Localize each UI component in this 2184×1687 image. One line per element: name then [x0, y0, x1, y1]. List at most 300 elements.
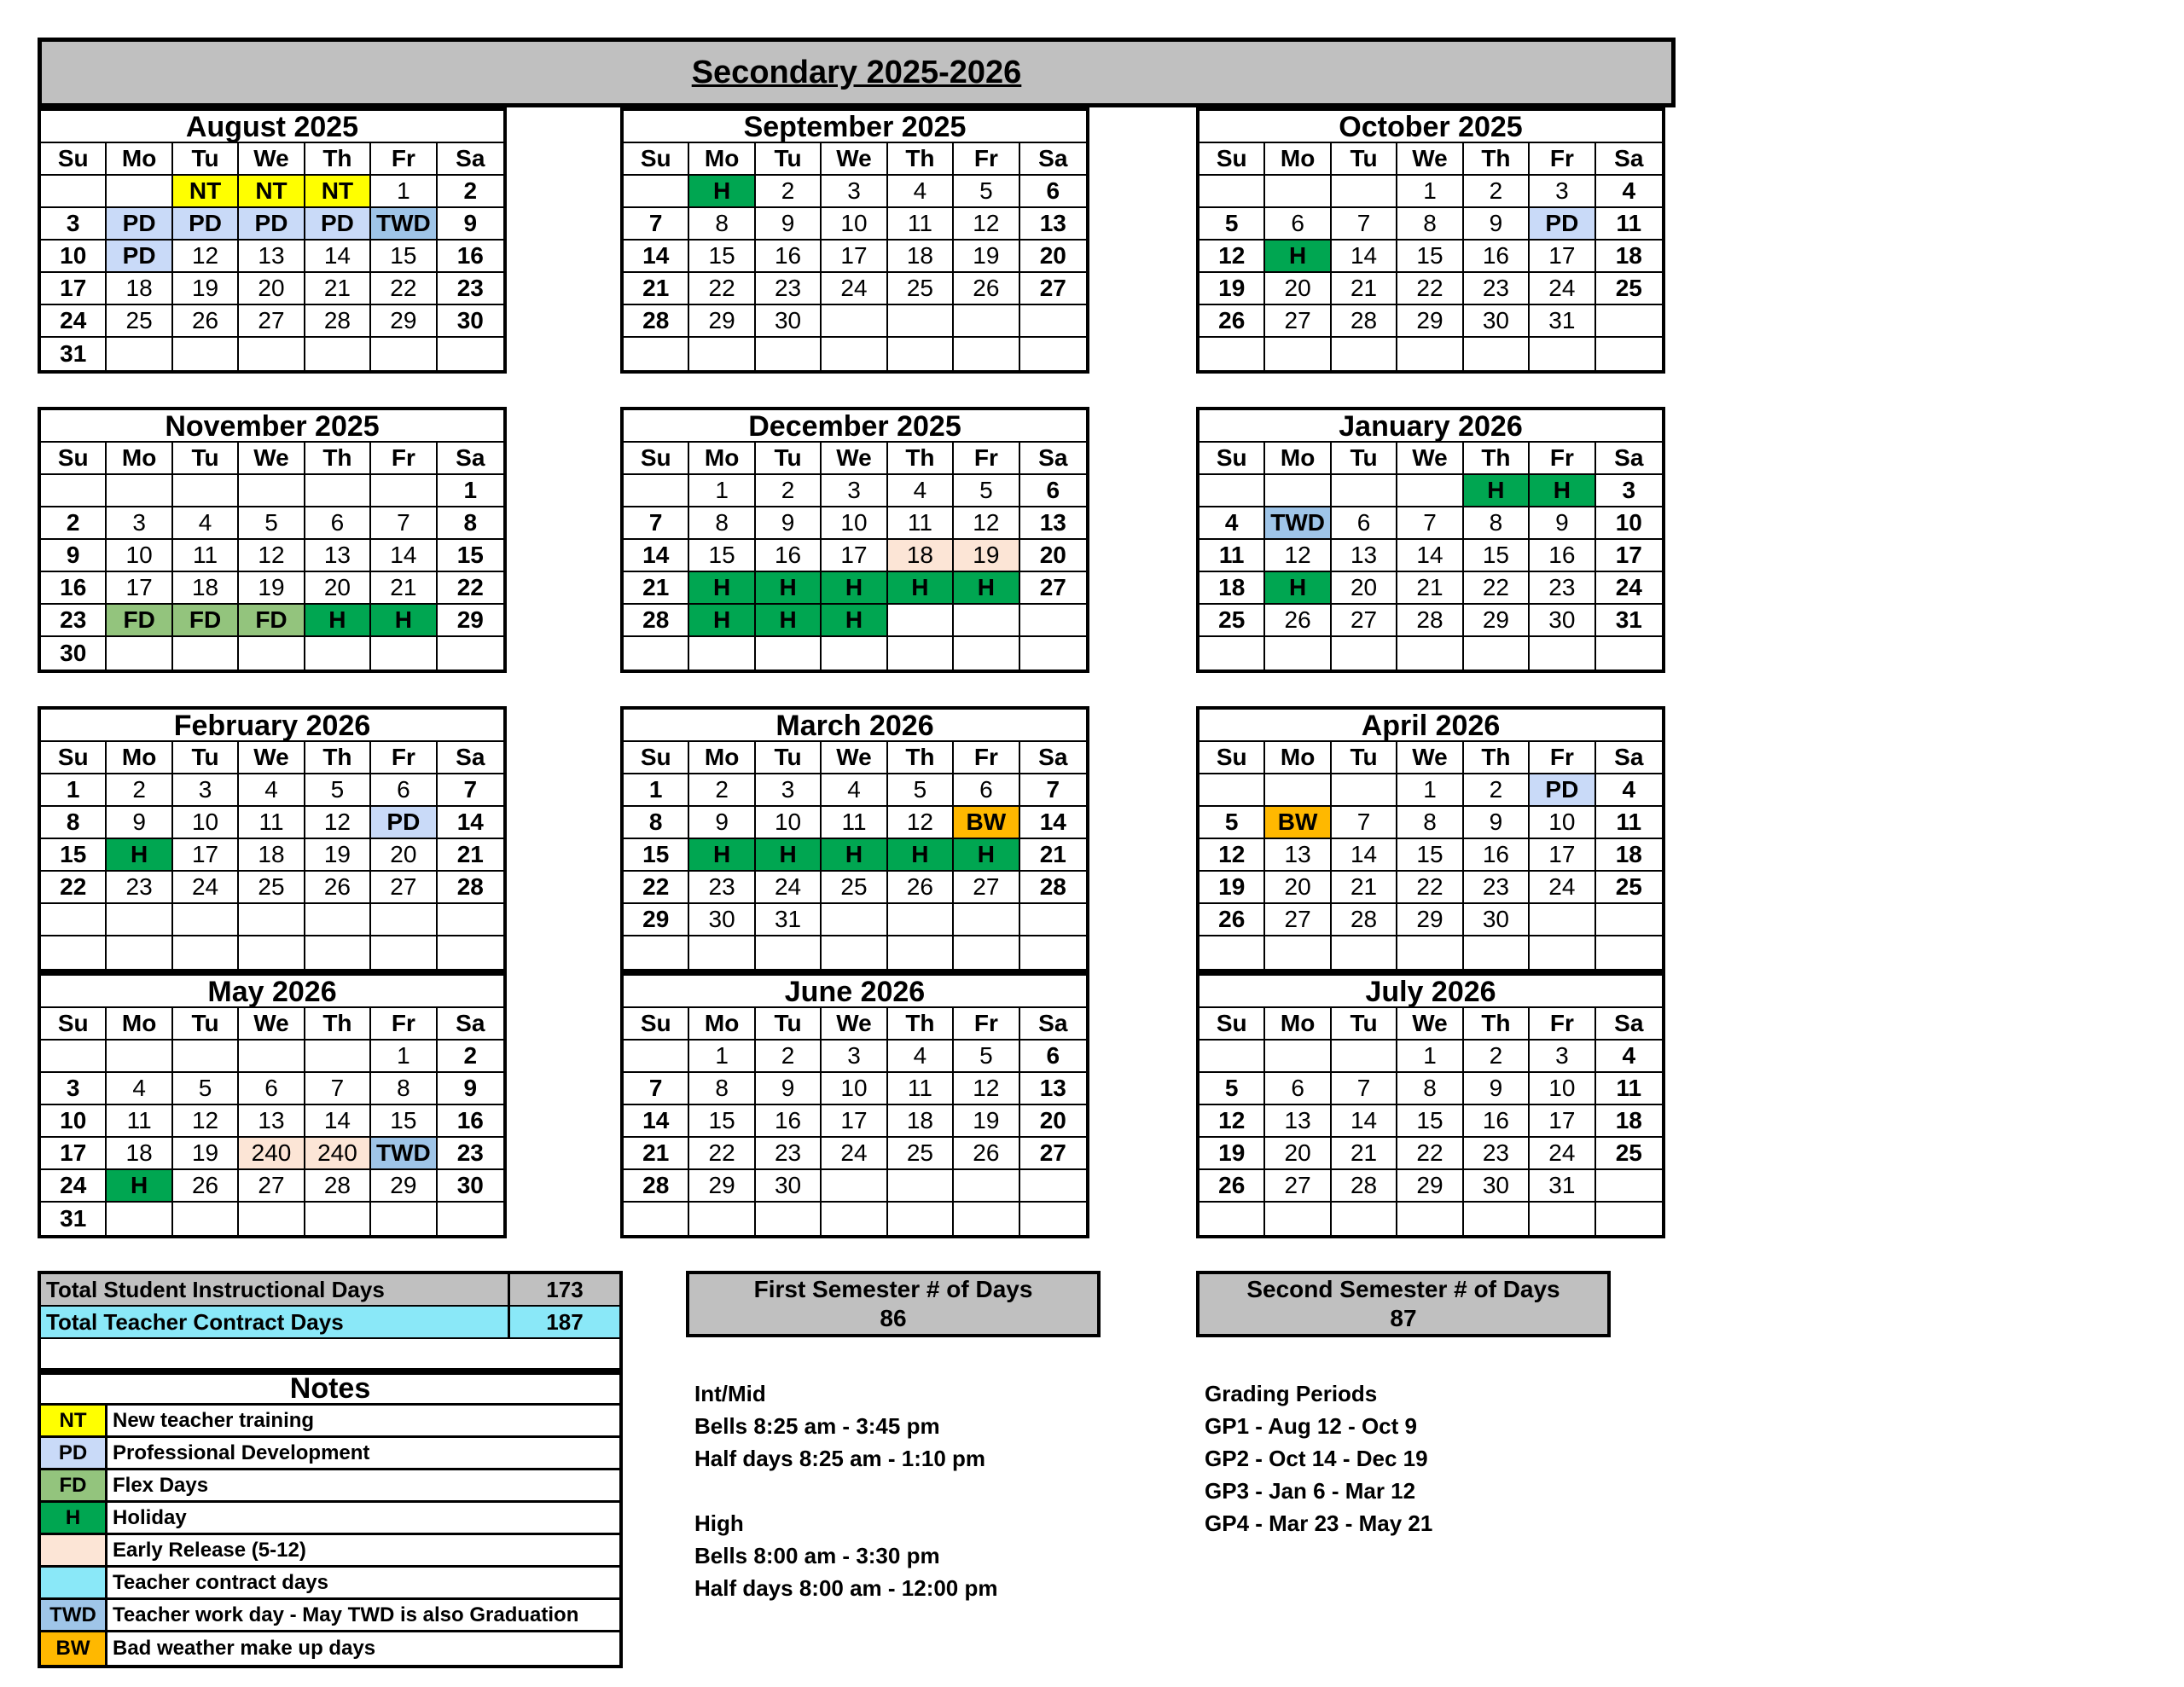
- day-cell: [41, 904, 107, 936]
- month-grid: [41, 143, 503, 370]
- day-cell: 29: [689, 305, 755, 338]
- day-header: Mo: [1265, 742, 1331, 774]
- day-cell: 25: [1596, 1138, 1662, 1170]
- day-cell: [1596, 305, 1662, 338]
- day-cell: 2: [756, 176, 822, 208]
- day-cell: 27: [1265, 1170, 1331, 1203]
- day-cell: 25: [1596, 872, 1662, 904]
- day-cell: 28: [624, 1170, 689, 1203]
- day-cell: 31: [1596, 605, 1662, 637]
- day-cell: [888, 605, 954, 637]
- day-cell: 8: [624, 807, 689, 839]
- day-header: Su: [41, 443, 107, 475]
- day-cell: [305, 637, 371, 670]
- day-cell: 21: [1332, 872, 1397, 904]
- day-cell: 10: [1530, 807, 1595, 839]
- day-cell: 15: [438, 540, 503, 572]
- day-cell-h: H: [954, 839, 1019, 872]
- day-cell: 25: [239, 872, 305, 904]
- day-cell: 30: [756, 1170, 822, 1203]
- day-cell: [888, 904, 954, 936]
- day-cell: [1464, 637, 1530, 670]
- month-name: February 2026: [41, 710, 503, 742]
- day-cell: [305, 475, 371, 507]
- day-cell: 17: [41, 1138, 107, 1170]
- day-cell: [173, 475, 239, 507]
- day-cell: 8: [689, 208, 755, 241]
- day-cell: 2: [1464, 774, 1530, 807]
- day-cell-h: H: [756, 605, 822, 637]
- day-cell: 6: [1265, 1073, 1331, 1105]
- day-header: Th: [305, 1008, 371, 1041]
- day-header: Tu: [756, 1008, 822, 1041]
- day-header: Su: [1199, 1008, 1265, 1041]
- day-cell: 6: [954, 774, 1019, 807]
- day-cell: 21: [371, 572, 437, 605]
- legend-row: [41, 1470, 619, 1503]
- day-cell: 28: [1020, 872, 1086, 904]
- day-cell: 19: [173, 273, 239, 305]
- day-cell: [1265, 338, 1331, 370]
- day-cell: [1464, 936, 1530, 969]
- month-name: July 2026: [1199, 976, 1662, 1008]
- day-cell: 5: [888, 774, 954, 807]
- day-cell: 6: [1020, 475, 1086, 507]
- day-cell: [1332, 1203, 1397, 1235]
- month-grid: [41, 1008, 503, 1235]
- day-header: Th: [1464, 1008, 1530, 1041]
- day-cell: [689, 637, 755, 670]
- month-calendar: [38, 706, 507, 972]
- day-cell: 13: [1020, 507, 1086, 540]
- day-cell: [1397, 936, 1463, 969]
- month-calendar: [1196, 972, 1665, 1238]
- day-cell: [624, 1041, 689, 1073]
- day-cell: 6: [305, 507, 371, 540]
- day-header: Tu: [756, 742, 822, 774]
- day-cell: 21: [1332, 273, 1397, 305]
- day-cell: [1199, 1041, 1265, 1073]
- day-cell: 28: [1332, 1170, 1397, 1203]
- day-cell-fd: FD: [173, 605, 239, 637]
- day-cell: 10: [173, 807, 239, 839]
- day-cell: 12: [954, 208, 1019, 241]
- day-cell: 18: [107, 1138, 172, 1170]
- day-cell: 18: [1199, 572, 1265, 605]
- day-cell: 22: [1397, 1138, 1463, 1170]
- day-cell: 1: [624, 774, 689, 807]
- day-cell: 16: [1530, 540, 1595, 572]
- day-cell: 12: [173, 241, 239, 273]
- day-cell: 20: [305, 572, 371, 605]
- day-cell: [173, 936, 239, 969]
- day-cell: 27: [954, 872, 1019, 904]
- day-cell: 4: [173, 507, 239, 540]
- day-cell: 13: [1020, 208, 1086, 241]
- day-cell: 7: [1332, 208, 1397, 241]
- month-calendar: [1196, 107, 1665, 374]
- grading-line: GP3 - Jan 6 - Mar 12: [1205, 1478, 1416, 1504]
- day-cell: 4: [239, 774, 305, 807]
- day-cell: 31: [756, 904, 822, 936]
- day-cell: 15: [689, 241, 755, 273]
- day-cell: 24: [1596, 572, 1662, 605]
- day-cell: 16: [1464, 1105, 1530, 1138]
- day-header: Sa: [1596, 1008, 1662, 1041]
- day-header: We: [1397, 143, 1463, 176]
- day-cell: 27: [371, 872, 437, 904]
- month-name: May 2026: [41, 976, 503, 1008]
- day-cell: 28: [624, 305, 689, 338]
- day-cell: 12: [1199, 1105, 1265, 1138]
- day-cell: 20: [1020, 241, 1086, 273]
- day-cell: 27: [1020, 572, 1086, 605]
- day-cell: 8: [1464, 507, 1530, 540]
- day-cell: [624, 936, 689, 969]
- day-cell: 16: [756, 241, 822, 273]
- day-cell-h: H: [888, 839, 954, 872]
- grading-line: GP1 - Aug 12 - Oct 9: [1205, 1413, 1417, 1439]
- day-cell: 15: [624, 839, 689, 872]
- schedule-line: Int/Mid: [694, 1381, 766, 1406]
- day-cell: 9: [756, 208, 822, 241]
- day-cell: 8: [371, 1073, 437, 1105]
- day-cell: [1199, 936, 1265, 969]
- day-cell: [1332, 338, 1397, 370]
- day-cell: [1596, 1203, 1662, 1235]
- grading-line: Grading Periods: [1205, 1381, 1378, 1406]
- day-cell: [107, 637, 172, 670]
- day-cell: 20: [1265, 1138, 1331, 1170]
- month-calendar: [620, 407, 1089, 673]
- day-cell: 22: [1464, 572, 1530, 605]
- legend-label: Teacher contract days: [113, 1570, 328, 1594]
- day-cell: 13: [305, 540, 371, 572]
- day-cell: 12: [954, 1073, 1019, 1105]
- day-cell: [438, 936, 503, 969]
- day-cell-h: H: [1530, 475, 1595, 507]
- day-cell: 10: [41, 241, 107, 273]
- day-cell: [822, 936, 887, 969]
- day-cell: 23: [438, 273, 503, 305]
- day-cell: [173, 637, 239, 670]
- day-cell: [438, 904, 503, 936]
- day-cell: 8: [1397, 208, 1463, 241]
- day-cell: 9: [438, 208, 503, 241]
- legend-swatch: FD: [41, 1470, 107, 1500]
- day-cell: 29: [1397, 305, 1463, 338]
- total-teacher-days-row: [41, 1307, 619, 1339]
- month-calendar: [620, 972, 1089, 1238]
- day-cell: [954, 1170, 1019, 1203]
- day-cell: 9: [1464, 1073, 1530, 1105]
- day-cell: [1397, 475, 1463, 507]
- month-name: August 2025: [41, 111, 503, 143]
- month-grid: [41, 443, 503, 670]
- day-cell: 19: [1199, 872, 1265, 904]
- day-cell: [107, 1041, 172, 1073]
- day-header: Th: [305, 443, 371, 475]
- day-cell: 20: [239, 273, 305, 305]
- day-cell: 26: [1199, 904, 1265, 936]
- day-header: Th: [1464, 143, 1530, 176]
- day-cell: 25: [822, 872, 887, 904]
- day-cell: [305, 1041, 371, 1073]
- month-grid: [624, 143, 1086, 370]
- day-cell-pd: PD: [1530, 774, 1595, 807]
- day-cell-h: H: [1464, 475, 1530, 507]
- day-cell: [1332, 774, 1397, 807]
- day-cell: [1397, 338, 1463, 370]
- day-header: Fr: [954, 742, 1019, 774]
- day-header: Sa: [1596, 742, 1662, 774]
- month-calendar: [38, 107, 507, 374]
- day-cell: 24: [41, 1170, 107, 1203]
- day-header: Mo: [689, 742, 755, 774]
- month-name: June 2026: [624, 976, 1086, 1008]
- legend-swatch: [41, 1535, 107, 1565]
- day-cell: 1: [689, 475, 755, 507]
- day-cell: [1199, 338, 1265, 370]
- day-header: Th: [305, 143, 371, 176]
- day-cell-h: H: [107, 1170, 172, 1203]
- day-cell: 10: [822, 208, 887, 241]
- day-cell: 13: [239, 1105, 305, 1138]
- day-cell: [1265, 774, 1331, 807]
- day-cell: [438, 338, 503, 370]
- day-cell: [173, 904, 239, 936]
- day-cell: 29: [438, 605, 503, 637]
- day-header: Fr: [954, 1008, 1019, 1041]
- day-cell: 28: [305, 305, 371, 338]
- day-cell: 11: [1199, 540, 1265, 572]
- total-value: 173: [546, 1276, 584, 1302]
- month-name: December 2025: [624, 410, 1086, 443]
- day-cell: 21: [305, 273, 371, 305]
- day-cell: 9: [41, 540, 107, 572]
- day-cell: 7: [438, 774, 503, 807]
- legend-label: Bad weather make up days: [113, 1637, 376, 1660]
- day-header: Fr: [1530, 1008, 1595, 1041]
- day-cell-pd: PD: [239, 208, 305, 241]
- day-cell-twd: TWD: [1265, 507, 1331, 540]
- day-cell: [624, 338, 689, 370]
- day-header: Fr: [1530, 443, 1595, 475]
- day-cell: 26: [954, 273, 1019, 305]
- day-cell: 2: [438, 1041, 503, 1073]
- day-cell: [954, 1203, 1019, 1235]
- day-cell: 7: [624, 507, 689, 540]
- day-cell: [1020, 1203, 1086, 1235]
- day-cell: [107, 936, 172, 969]
- day-header: Mo: [1265, 443, 1331, 475]
- day-cell: [239, 904, 305, 936]
- day-cell: 29: [1464, 605, 1530, 637]
- day-cell-er: 240: [305, 1138, 371, 1170]
- legend-swatch: BW: [41, 1632, 107, 1665]
- day-cell: 11: [888, 1073, 954, 1105]
- grading-line: GP4 - Mar 23 - May 21: [1205, 1510, 1433, 1536]
- day-cell: [1020, 338, 1086, 370]
- day-cell: [822, 1203, 887, 1235]
- day-cell: 2: [438, 176, 503, 208]
- day-cell: 15: [689, 540, 755, 572]
- day-cell: 22: [689, 273, 755, 305]
- day-cell: 31: [1530, 305, 1595, 338]
- day-cell-h: H: [371, 605, 437, 637]
- day-cell-fd: FD: [239, 605, 305, 637]
- day-cell: 9: [756, 1073, 822, 1105]
- month-name: October 2025: [1199, 111, 1662, 143]
- day-header: Su: [624, 742, 689, 774]
- day-cell: [1332, 1041, 1397, 1073]
- day-cell: 12: [1199, 241, 1265, 273]
- day-cell: 21: [438, 839, 503, 872]
- day-header: Mo: [1265, 143, 1331, 176]
- day-cell: [1020, 637, 1086, 670]
- day-cell: 31: [1530, 1170, 1595, 1203]
- day-cell: 14: [438, 807, 503, 839]
- day-cell: 9: [1530, 507, 1595, 540]
- day-header: Su: [41, 1008, 107, 1041]
- day-cell-nt: NT: [305, 176, 371, 208]
- day-cell: 1: [371, 1041, 437, 1073]
- day-cell: 4: [822, 774, 887, 807]
- day-cell-pd: PD: [305, 208, 371, 241]
- day-cell: 17: [107, 572, 172, 605]
- day-cell: 5: [1199, 807, 1265, 839]
- day-cell: [1265, 637, 1331, 670]
- day-cell: 3: [822, 475, 887, 507]
- day-cell: 17: [1530, 839, 1595, 872]
- day-header: Tu: [1332, 443, 1397, 475]
- month-calendar: [620, 706, 1089, 972]
- total-label: Total Teacher Contract Days: [41, 1307, 510, 1337]
- legend-label: New teacher training: [113, 1408, 315, 1432]
- day-cell-nt: NT: [239, 176, 305, 208]
- day-header: We: [1397, 742, 1463, 774]
- day-cell-h: H: [1265, 241, 1331, 273]
- day-cell: [1332, 176, 1397, 208]
- day-cell: 30: [1464, 904, 1530, 936]
- total-label: Total Student Instructional Days: [41, 1274, 510, 1305]
- legend-row: [41, 1535, 619, 1568]
- day-cell: 21: [624, 273, 689, 305]
- day-cell: 5: [954, 176, 1019, 208]
- legend-row: [41, 1503, 619, 1535]
- day-cell: [1596, 637, 1662, 670]
- day-cell: 3: [107, 507, 172, 540]
- day-cell: 25: [888, 1138, 954, 1170]
- day-cell-h: H: [689, 605, 755, 637]
- day-header: Sa: [1596, 443, 1662, 475]
- day-cell: 12: [239, 540, 305, 572]
- day-cell-bw: BW: [1265, 807, 1331, 839]
- legend-label: Teacher work day - May TWD is also Graduation: [113, 1603, 579, 1626]
- day-cell: 8: [438, 507, 503, 540]
- day-cell: 14: [305, 1105, 371, 1138]
- day-header: Th: [888, 443, 954, 475]
- day-cell: 7: [1332, 807, 1397, 839]
- day-cell: [756, 637, 822, 670]
- day-cell-pd: PD: [173, 208, 239, 241]
- day-cell: 27: [1020, 273, 1086, 305]
- day-cell: [1530, 338, 1595, 370]
- day-cell: 13: [1265, 1105, 1331, 1138]
- day-cell: [1464, 338, 1530, 370]
- day-header: Fr: [954, 443, 1019, 475]
- day-cell: 3: [1530, 176, 1595, 208]
- day-cell: 19: [305, 839, 371, 872]
- day-cell: 22: [1397, 872, 1463, 904]
- day-header: Sa: [438, 143, 503, 176]
- schedule-line: Half days 8:00 am - 12:00 pm: [694, 1575, 998, 1601]
- day-cell: 25: [1199, 605, 1265, 637]
- day-header: Fr: [1530, 143, 1595, 176]
- month-grid: [1199, 1008, 1662, 1235]
- day-cell: [1020, 305, 1086, 338]
- day-cell: 7: [1020, 774, 1086, 807]
- month-grid: [624, 1008, 1086, 1235]
- day-header: Tu: [173, 443, 239, 475]
- day-header: We: [1397, 443, 1463, 475]
- day-cell: [756, 936, 822, 969]
- schedule-line: Bells 8:25 am - 3:45 pm: [694, 1413, 940, 1439]
- day-cell: 19: [1199, 273, 1265, 305]
- day-cell: [371, 637, 437, 670]
- month-calendar: [1196, 407, 1665, 673]
- day-cell: 18: [888, 1105, 954, 1138]
- legend-label: Early Release (5-12): [113, 1538, 306, 1562]
- day-cell: [1265, 1203, 1331, 1235]
- day-cell: [371, 475, 437, 507]
- day-header: Th: [888, 143, 954, 176]
- day-header: Tu: [756, 443, 822, 475]
- day-header: Tu: [173, 1008, 239, 1041]
- day-cell-h: H: [689, 839, 755, 872]
- day-cell: [1596, 338, 1662, 370]
- day-cell: 15: [1397, 241, 1463, 273]
- day-cell: 18: [1596, 1105, 1662, 1138]
- day-cell: 29: [371, 1170, 437, 1203]
- day-cell: 6: [1265, 208, 1331, 241]
- day-cell: 2: [756, 1041, 822, 1073]
- day-cell: 12: [1265, 540, 1331, 572]
- grading-periods: [1205, 1377, 1432, 1539]
- day-cell: [1530, 904, 1595, 936]
- day-cell: 10: [822, 1073, 887, 1105]
- first-semester-box: [686, 1271, 1101, 1337]
- day-cell: 29: [371, 305, 437, 338]
- day-cell: [239, 475, 305, 507]
- day-cell: [107, 176, 172, 208]
- day-cell: 18: [107, 273, 172, 305]
- day-cell: [756, 338, 822, 370]
- day-cell: 20: [1020, 540, 1086, 572]
- day-cell: [305, 904, 371, 936]
- day-cell: 24: [1530, 273, 1595, 305]
- day-cell: 21: [1020, 839, 1086, 872]
- day-cell: 23: [756, 1138, 822, 1170]
- day-cell-er: 240: [239, 1138, 305, 1170]
- day-cell-twd: TWD: [371, 1138, 437, 1170]
- day-cell: 2: [1464, 176, 1530, 208]
- day-cell: 6: [1020, 176, 1086, 208]
- day-cell: 26: [305, 872, 371, 904]
- day-cell: 17: [1596, 540, 1662, 572]
- day-cell: 1: [1397, 1041, 1463, 1073]
- day-header: Tu: [756, 143, 822, 176]
